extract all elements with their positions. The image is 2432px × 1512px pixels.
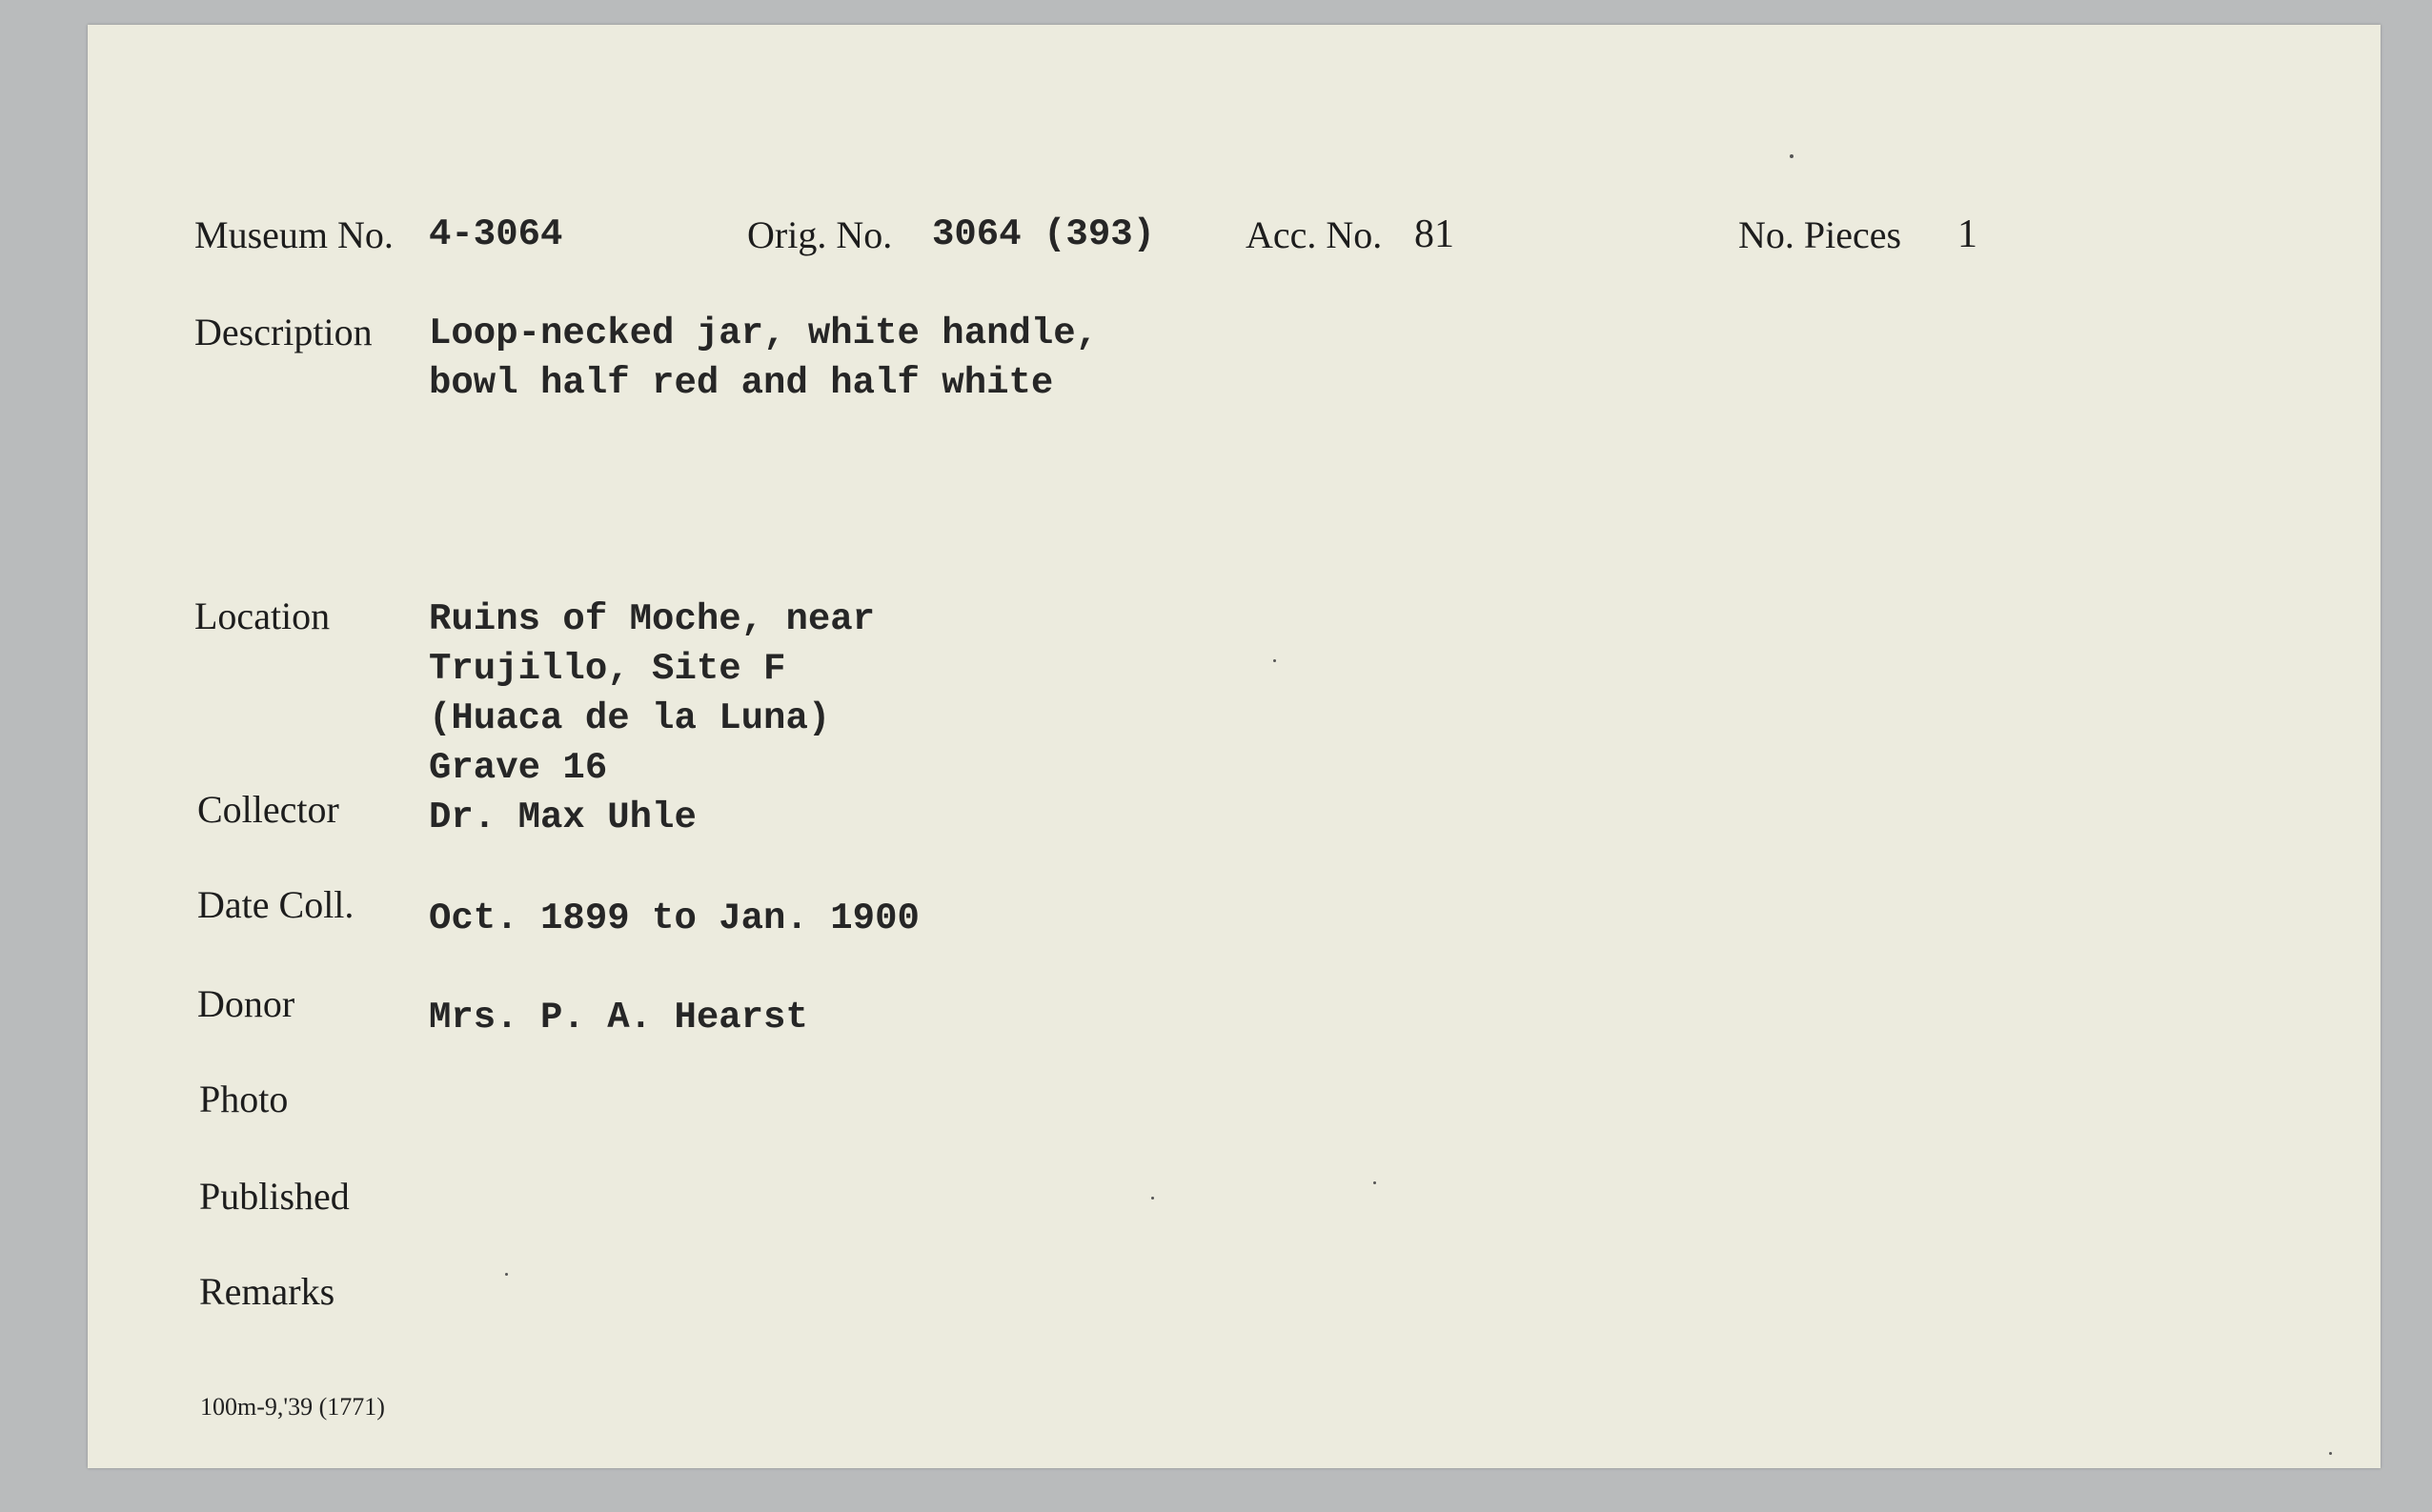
- remarks-label: Remarks: [199, 1270, 335, 1313]
- description-line-1: Loop-necked jar, white handle,: [429, 312, 1099, 354]
- museum-no-label: Museum No.: [194, 213, 394, 256]
- no-pieces-value: 1: [1957, 212, 1977, 256]
- no-pieces-label: No. Pieces: [1738, 213, 1902, 256]
- description-label: Description: [194, 311, 373, 353]
- published-label: Published: [199, 1175, 350, 1218]
- paper-speck: [1151, 1197, 1154, 1200]
- collector-value: Dr. Max Uhle: [429, 796, 697, 838]
- paper-speck: [1790, 154, 1794, 158]
- photo-label: Photo: [199, 1078, 289, 1120]
- date-coll-label: Date Coll.: [197, 883, 355, 926]
- orig-no-value: 3064 (393): [932, 213, 1156, 255]
- paper-speck: [1373, 1181, 1376, 1184]
- description-line-2: bowl half red and half white: [429, 362, 1054, 404]
- donor-label: Donor: [197, 982, 295, 1025]
- acc-no-label: Acc. No.: [1246, 213, 1383, 256]
- paper-speck: [1273, 659, 1276, 662]
- collector-label: Collector: [197, 788, 339, 831]
- museum-no-value: 4-3064: [429, 213, 563, 255]
- orig-no-label: Orig. No.: [747, 213, 893, 256]
- location-line-4: Grave 16: [429, 747, 608, 789]
- donor-value: Mrs. P. A. Hearst: [429, 997, 808, 1038]
- acc-no-value: 81: [1414, 212, 1454, 256]
- catalog-card: [88, 25, 2381, 1468]
- print-code: 100m-9,'39 (1771): [200, 1393, 385, 1421]
- location-label: Location: [194, 595, 331, 637]
- paper-speck: [505, 1273, 508, 1276]
- location-line-2: Trujillo, Site F: [429, 648, 786, 690]
- location-line-3: (Huaca de la Luna): [429, 697, 831, 739]
- location-line-1: Ruins of Moche, near: [429, 598, 876, 640]
- date-coll-value: Oct. 1899 to Jan. 1900: [429, 897, 920, 939]
- paper-speck: [2329, 1452, 2332, 1455]
